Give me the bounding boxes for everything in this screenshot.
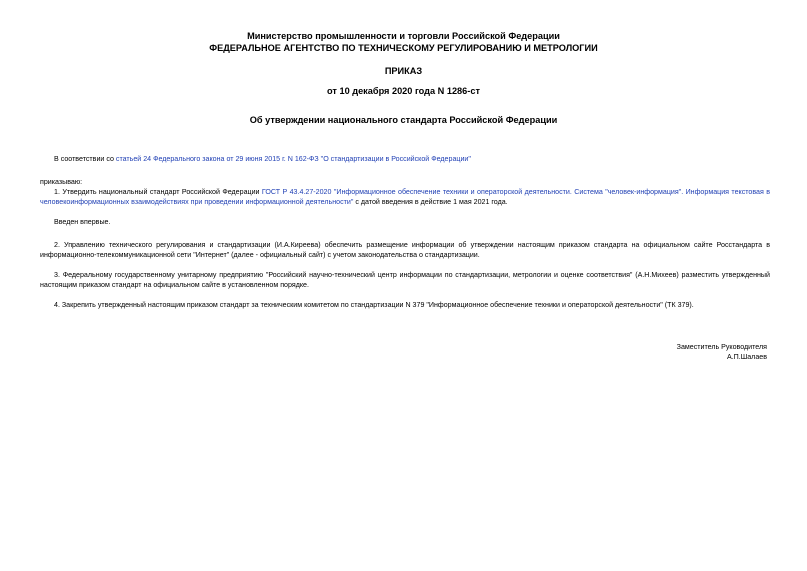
item-3-paragraph: 3. Федеральному государственному унитарному предприятию "Российский научно-технический центр информации по стандартизации, метрологии и оценке соответствия" (А.Н.Михеев) разместить утвержденный настоящим приказом стандарт на официальном сайте в установленном порядке. — [40, 271, 770, 289]
preamble-paragraph — [40, 154, 770, 164]
item-4-paragraph: 4. Закрепить утвержденный настоящим приказом стандарт за техническим комитетом по стандартизации N 379 "Информационное обеспечение техники и операторской деятельности" (ТК 379). — [54, 301, 694, 309]
document-date-number: от 10 декабря 2020 года N 1286-ст — [327, 86, 480, 96]
federal-law-link[interactable]: статьей 24 Федерального закона от 29 июня 2015 г. N 162-ФЗ "О стандартизации в Российской Федерации" — [115, 155, 471, 163]
preamble-prefix: В соответствии со — [54, 155, 116, 163]
order-word: приказываю: — [40, 178, 83, 186]
ministry-name: Министерство промышленности и торговли Российской Федерации — [247, 31, 560, 41]
item-1-suffix: с датой введения в действие 1 мая 2021 года. — [353, 198, 508, 206]
gost-standard-link[interactable]: ГОСТ Р 43.4.27-2020 "Информационное обеспечение техники и операторской деятельности. Система "человек-информация". Информация текстовая в человекоинформационных взаимодействиях при проведении информационной деятельности" — [40, 188, 771, 206]
signature-name: А.П.Шалаев — [726, 353, 767, 361]
item-2-paragraph: 2. Управлению технического регулирования и стандартизации (И.А.Киреева) обеспечить размещение информации об утверждении настоящим приказом стандарта на официальном сайте Росстандарта в информационно-телекоммуникационной сети "Интернет" (далее - официальный сайт) с учетом законодательства о стандартизации. — [40, 241, 770, 259]
document-subject: Об утверждении национального стандарта Российской Федерации — [249, 115, 558, 125]
item-1-prefix: 1. Утвердить национальный стандарт Российской Федерации — [54, 188, 262, 196]
introduced-note: Введен впервые. — [54, 218, 111, 226]
agency-name: ФЕДЕРАЛЬНОЕ АГЕНТСТВО ПО ТЕХНИЧЕСКОМУ РЕГУЛИРОВАНИЮ И МЕТРОЛОГИИ — [209, 43, 598, 53]
signature-title: Заместитель Руководителя — [676, 343, 767, 351]
document-type: ПРИКАЗ — [384, 66, 423, 76]
item-1-paragraph — [40, 187, 770, 207]
